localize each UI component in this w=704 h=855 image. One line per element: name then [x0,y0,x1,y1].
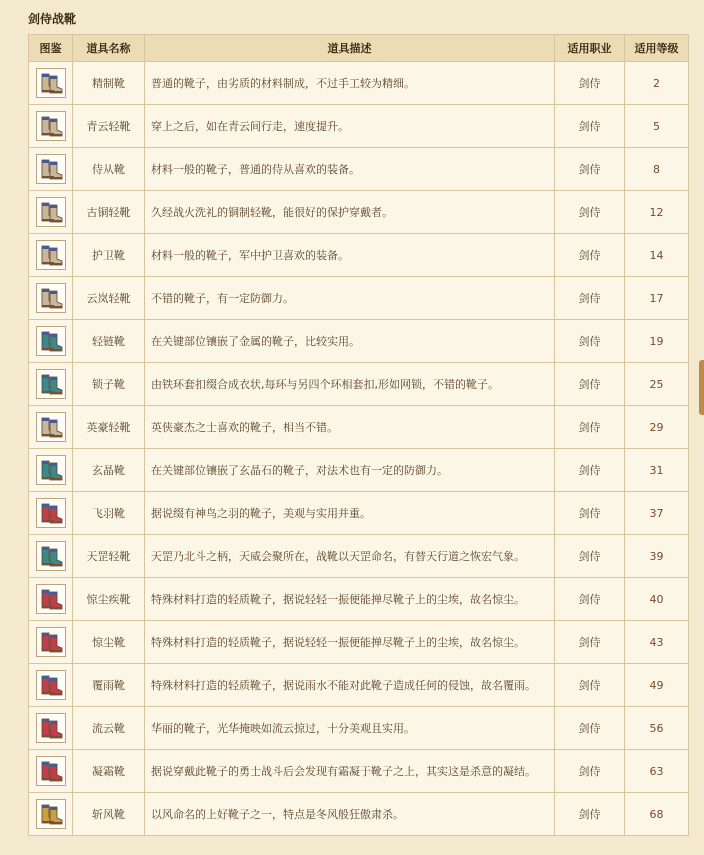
item-name: 天罡轻靴 [73,535,145,578]
boot-icon[interactable] [36,326,66,356]
item-icon-cell [29,105,73,148]
item-icon-cell [29,707,73,750]
boot-icon[interactable] [36,154,66,184]
item-icon-cell [29,234,73,277]
item-name: 精制靴 [73,62,145,105]
item-desc: 特殊材料打造的轻质靴子，据说轻轻一振便能掸尽靴子上的尘埃，故名惊尘。 [145,621,555,664]
item-job: 剑侍 [555,750,625,793]
item-job: 剑侍 [555,535,625,578]
boot-icon[interactable] [36,240,66,270]
item-name: 英豪轻靴 [73,406,145,449]
item-level: 31 [625,449,689,492]
item-job: 剑侍 [555,320,625,363]
item-name: 玄晶靴 [73,449,145,492]
item-desc: 久经战火洗礼的铜制轻靴，能很好的保护穿戴者。 [145,191,555,234]
boot-icon[interactable] [36,627,66,657]
item-name: 云岚轻靴 [73,277,145,320]
item-desc: 在关键部位镶嵌了玄晶石的靴子，对法术也有一定的防御力。 [145,449,555,492]
boot-icon[interactable] [36,584,66,614]
table-row [29,234,689,277]
item-level: 49 [625,664,689,707]
item-icon-cell [29,320,73,363]
table-row [29,578,689,621]
item-desc: 穿上之后，如在青云间行走，速度提升。 [145,105,555,148]
item-level: 37 [625,492,689,535]
table-row [29,320,689,363]
item-name: 飞羽靴 [73,492,145,535]
boot-icon[interactable] [36,670,66,700]
page-title: 剑侍战靴 [28,12,77,26]
item-desc: 材料一般的靴子，普通的侍从喜欢的装备。 [145,148,555,191]
item-name: 覆雨靴 [73,664,145,707]
item-level: 8 [625,148,689,191]
item-icon-cell [29,750,73,793]
table-row [29,363,689,406]
item-icon-cell [29,191,73,234]
item-desc: 天罡乃北斗之柄，天威会聚所在，战靴以天罡命名，有替天行道之恢宏气象。 [145,535,555,578]
item-name: 斩风靴 [73,793,145,836]
item-level: 39 [625,535,689,578]
item-desc: 华丽的靴子，光华掩映如流云掠过，十分美观且实用。 [145,707,555,750]
item-name: 惊尘靴 [73,621,145,664]
table-row [29,750,689,793]
table-row [29,492,689,535]
item-job: 剑侍 [555,62,625,105]
item-job: 剑侍 [555,707,625,750]
table-header-row [29,35,689,62]
item-name: 流云靴 [73,707,145,750]
item-level: 19 [625,320,689,363]
table-row [29,621,689,664]
boot-icon[interactable] [36,756,66,786]
item-level: 40 [625,578,689,621]
item-job: 剑侍 [555,234,625,277]
item-job: 剑侍 [555,621,625,664]
item-job: 剑侍 [555,105,625,148]
item-desc: 由铁环套扣缀合成衣状,每环与另四个环相套扣,形如网锁，不错的靴子。 [145,363,555,406]
boot-icon[interactable] [36,498,66,528]
item-icon-cell [29,363,73,406]
item-name: 青云轻靴 [73,105,145,148]
header-level: 适用等级 [625,35,689,62]
boot-icon[interactable] [36,68,66,98]
item-level: 14 [625,234,689,277]
item-desc: 材料一般的靴子，军中护卫喜欢的装备。 [145,234,555,277]
header-desc: 道具描述 [145,35,555,62]
side-scroll-tab[interactable] [699,360,704,415]
boot-icon[interactable] [36,412,66,442]
item-icon-cell [29,793,73,836]
item-desc: 以风命名的上好靴子之一，特点是冬风般狂傲肃杀。 [145,793,555,836]
table-row [29,105,689,148]
item-job: 剑侍 [555,406,625,449]
item-level: 5 [625,105,689,148]
item-job: 剑侍 [555,578,625,621]
item-level: 68 [625,793,689,836]
item-job: 剑侍 [555,492,625,535]
item-name: 锁子靴 [73,363,145,406]
item-level: 17 [625,277,689,320]
table-row [29,664,689,707]
item-name: 古铜轻靴 [73,191,145,234]
item-level: 12 [625,191,689,234]
item-icon-cell [29,277,73,320]
item-desc: 特殊材料打造的轻质靴子，据说轻轻一振便能掸尽靴子上的尘埃，故名惊尘。 [145,578,555,621]
item-level: 56 [625,707,689,750]
boot-icon[interactable] [36,455,66,485]
item-job: 剑侍 [555,148,625,191]
item-job: 剑侍 [555,363,625,406]
item-job: 剑侍 [555,449,625,492]
boot-icon[interactable] [36,369,66,399]
item-name: 护卫靴 [73,234,145,277]
item-icon-cell [29,62,73,105]
boot-icon[interactable] [36,541,66,571]
item-icon-cell [29,578,73,621]
item-name: 轻链靴 [73,320,145,363]
table-row [29,535,689,578]
table-row [29,191,689,234]
item-icon-cell [29,492,73,535]
boot-icon[interactable] [36,799,66,829]
table-row [29,277,689,320]
table-row [29,148,689,191]
item-icon-cell [29,148,73,191]
boot-icon[interactable] [36,713,66,743]
boot-icon[interactable] [36,111,66,141]
item-desc: 据说缀有神鸟之羽的靴子，美观与实用并重。 [145,492,555,535]
item-level: 2 [625,62,689,105]
item-icon-cell [29,621,73,664]
item-desc: 英侠豪杰之士喜欢的靴子，相当不错。 [145,406,555,449]
item-icon-cell [29,535,73,578]
item-icon-cell [29,406,73,449]
boot-icon[interactable] [36,283,66,313]
item-level: 63 [625,750,689,793]
table-row [29,62,689,105]
item-icon-cell [29,449,73,492]
table-row [29,449,689,492]
item-name: 侍从靴 [73,148,145,191]
item-level: 25 [625,363,689,406]
item-desc: 普通的靴子，由劣质的材料制成，不过手工较为精细。 [145,62,555,105]
boot-icon[interactable] [36,197,66,227]
header-icon: 图鉴 [29,35,73,62]
item-name: 凝霜靴 [73,750,145,793]
item-job: 剑侍 [555,793,625,836]
item-desc: 特殊材料打造的轻质靴子，据说雨水不能对此靴子造成任何的侵蚀，故名覆雨。 [145,664,555,707]
item-job: 剑侍 [555,664,625,707]
item-icon-cell [29,664,73,707]
item-level: 29 [625,406,689,449]
item-table [28,34,689,836]
item-level: 43 [625,621,689,664]
table-row [29,406,689,449]
table-row [29,793,689,836]
header-job: 适用职业 [555,35,625,62]
item-job: 剑侍 [555,191,625,234]
item-name: 惊尘疾靴 [73,578,145,621]
item-job: 剑侍 [555,277,625,320]
item-desc: 在关键部位镶嵌了金属的靴子，比较实用。 [145,320,555,363]
item-desc: 据说穿戴此靴子的勇士战斗后会发现有霜凝于靴子之上，其实这是杀意的凝结。 [145,750,555,793]
header-name: 道具名称 [73,35,145,62]
item-desc: 不错的靴子，有一定防御力。 [145,277,555,320]
table-row [29,707,689,750]
